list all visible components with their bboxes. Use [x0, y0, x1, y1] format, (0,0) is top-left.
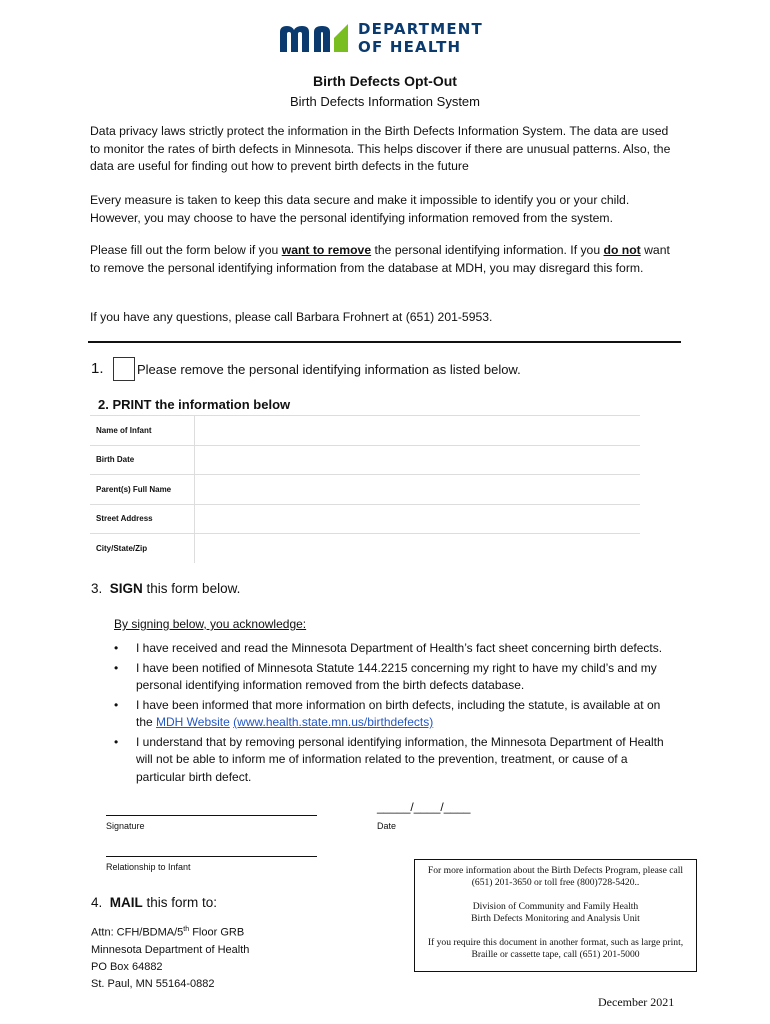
mailing-address: Attn: CFH/BDMA/5th Floor GRB Minnesota Department of Health PO Box 64882 St. Paul, MN 55164-0882: [91, 926, 250, 990]
section-divider: [88, 341, 681, 343]
name-of-infant-field[interactable]: [195, 416, 641, 446]
relationship-label: Relationship to Infant: [106, 862, 191, 872]
field-label: Name of Infant: [90, 416, 195, 446]
table-row: [90, 504, 640, 534]
page-subtitle: Birth Defects Information System: [289, 94, 480, 109]
step1-number: 1.: [91, 360, 104, 377]
info-box-format: If you require this document in another format, such as large print, Braille or cassette tape, call (651) 201-5000: [427, 937, 684, 960]
relationship-line[interactable]: [106, 856, 317, 857]
instructions-paragraph: Please fill out the form below if you want to remove the personal identifying information. If you do not want to remove the personal identifying information from the database at MDH, you may disregard this form.: [90, 243, 670, 275]
list-item: • I understand that by removing personal identifying information, the Minnesota Department of Health will not be able to inform me of information related to the prevention, treatment, or cause of a particular birth defect.: [114, 734, 674, 787]
info-table: [90, 415, 640, 563]
contact-paragraph: If you have any questions, please call Barbara Frohnert at (651) 201-5953.: [90, 310, 493, 324]
acknowledgement-list: [114, 640, 674, 788]
info-box-unit: Birth Defects Monitoring and Analysis Unit: [471, 913, 640, 924]
remove-info-checkbox[interactable]: [113, 357, 135, 381]
step4-heading: 4. MAIL this form to:: [91, 895, 218, 910]
field-label: Birth Date: [90, 445, 195, 475]
street-address-field[interactable]: [195, 504, 641, 534]
field-label: Parent(s) Full Name: [90, 475, 195, 505]
birth-date-field[interactable]: [195, 445, 641, 475]
birthdefects-url-link[interactable]: (www.health.state.mn.us/birthdefects): [233, 715, 434, 729]
signature-line[interactable]: [106, 815, 317, 816]
list-item: • I have been informed that more information on birth defects, including the statute, is available at on the MDH Website (www.health.state.mn.us/birthdefects): [114, 697, 674, 732]
page-title: Birth Defects Opt-Out: [313, 73, 457, 89]
mdh-website-link[interactable]: MDH Website: [156, 715, 230, 729]
list-item: • I have been notified of Minnesota Statute 144.2215 concerning my right to have my child’s and my personal identifying information removed from the birth defects database.: [114, 660, 674, 695]
step1-text: Please remove the personal identifying information as listed below.: [137, 362, 521, 377]
parent-name-field[interactable]: [195, 475, 641, 505]
mn-logo-icon: [278, 22, 352, 54]
date-field[interactable]: _____/____/____: [377, 800, 471, 814]
table-row: [90, 416, 640, 446]
signature-label: Signature: [106, 821, 145, 831]
field-label: Street Address: [90, 504, 195, 534]
intro-paragraph: Data privacy laws strictly protect the information in the Birth Defects Information System. The data are used to monitor the rates of birth defects in Minnesota. This helps discover if there are unusual patterns. Also, the data are useful for finding out how to prevent birth defects in the future: [90, 124, 671, 173]
list-item: • I have received and read the Minnesota Department of Health’s fact sheet concerning birth defects.: [114, 640, 674, 658]
step2-heading: 2. PRINT the information below: [98, 397, 291, 412]
date-label: Date: [377, 821, 397, 831]
table-row: [90, 534, 640, 563]
city-state-zip-field[interactable]: [195, 534, 641, 563]
table-row: [90, 445, 640, 475]
footer-date: December 2021: [598, 995, 675, 1009]
logo-text: DEPARTMENT OF HEALTH: [358, 20, 483, 56]
table-row: [90, 475, 640, 505]
info-box-division: Division of Community and Family Health: [472, 901, 639, 912]
mdh-logo: [278, 18, 490, 58]
security-paragraph: Every measure is taken to keep this data secure and make it impossible to identify you or your child. However, you may choose to have the personal identifying information removed from the system.: [90, 193, 630, 225]
field-label: City/State/Zip: [90, 534, 195, 563]
acknowledge-heading: By signing below, you acknowledge:: [114, 617, 307, 631]
info-box: [414, 859, 697, 972]
info-box-program: For more information about the Birth Defects Program, please call (651) 201-3650 or toll free (800)728-5420..: [427, 865, 684, 888]
step3-heading: 3. SIGN this form below.: [91, 581, 241, 596]
